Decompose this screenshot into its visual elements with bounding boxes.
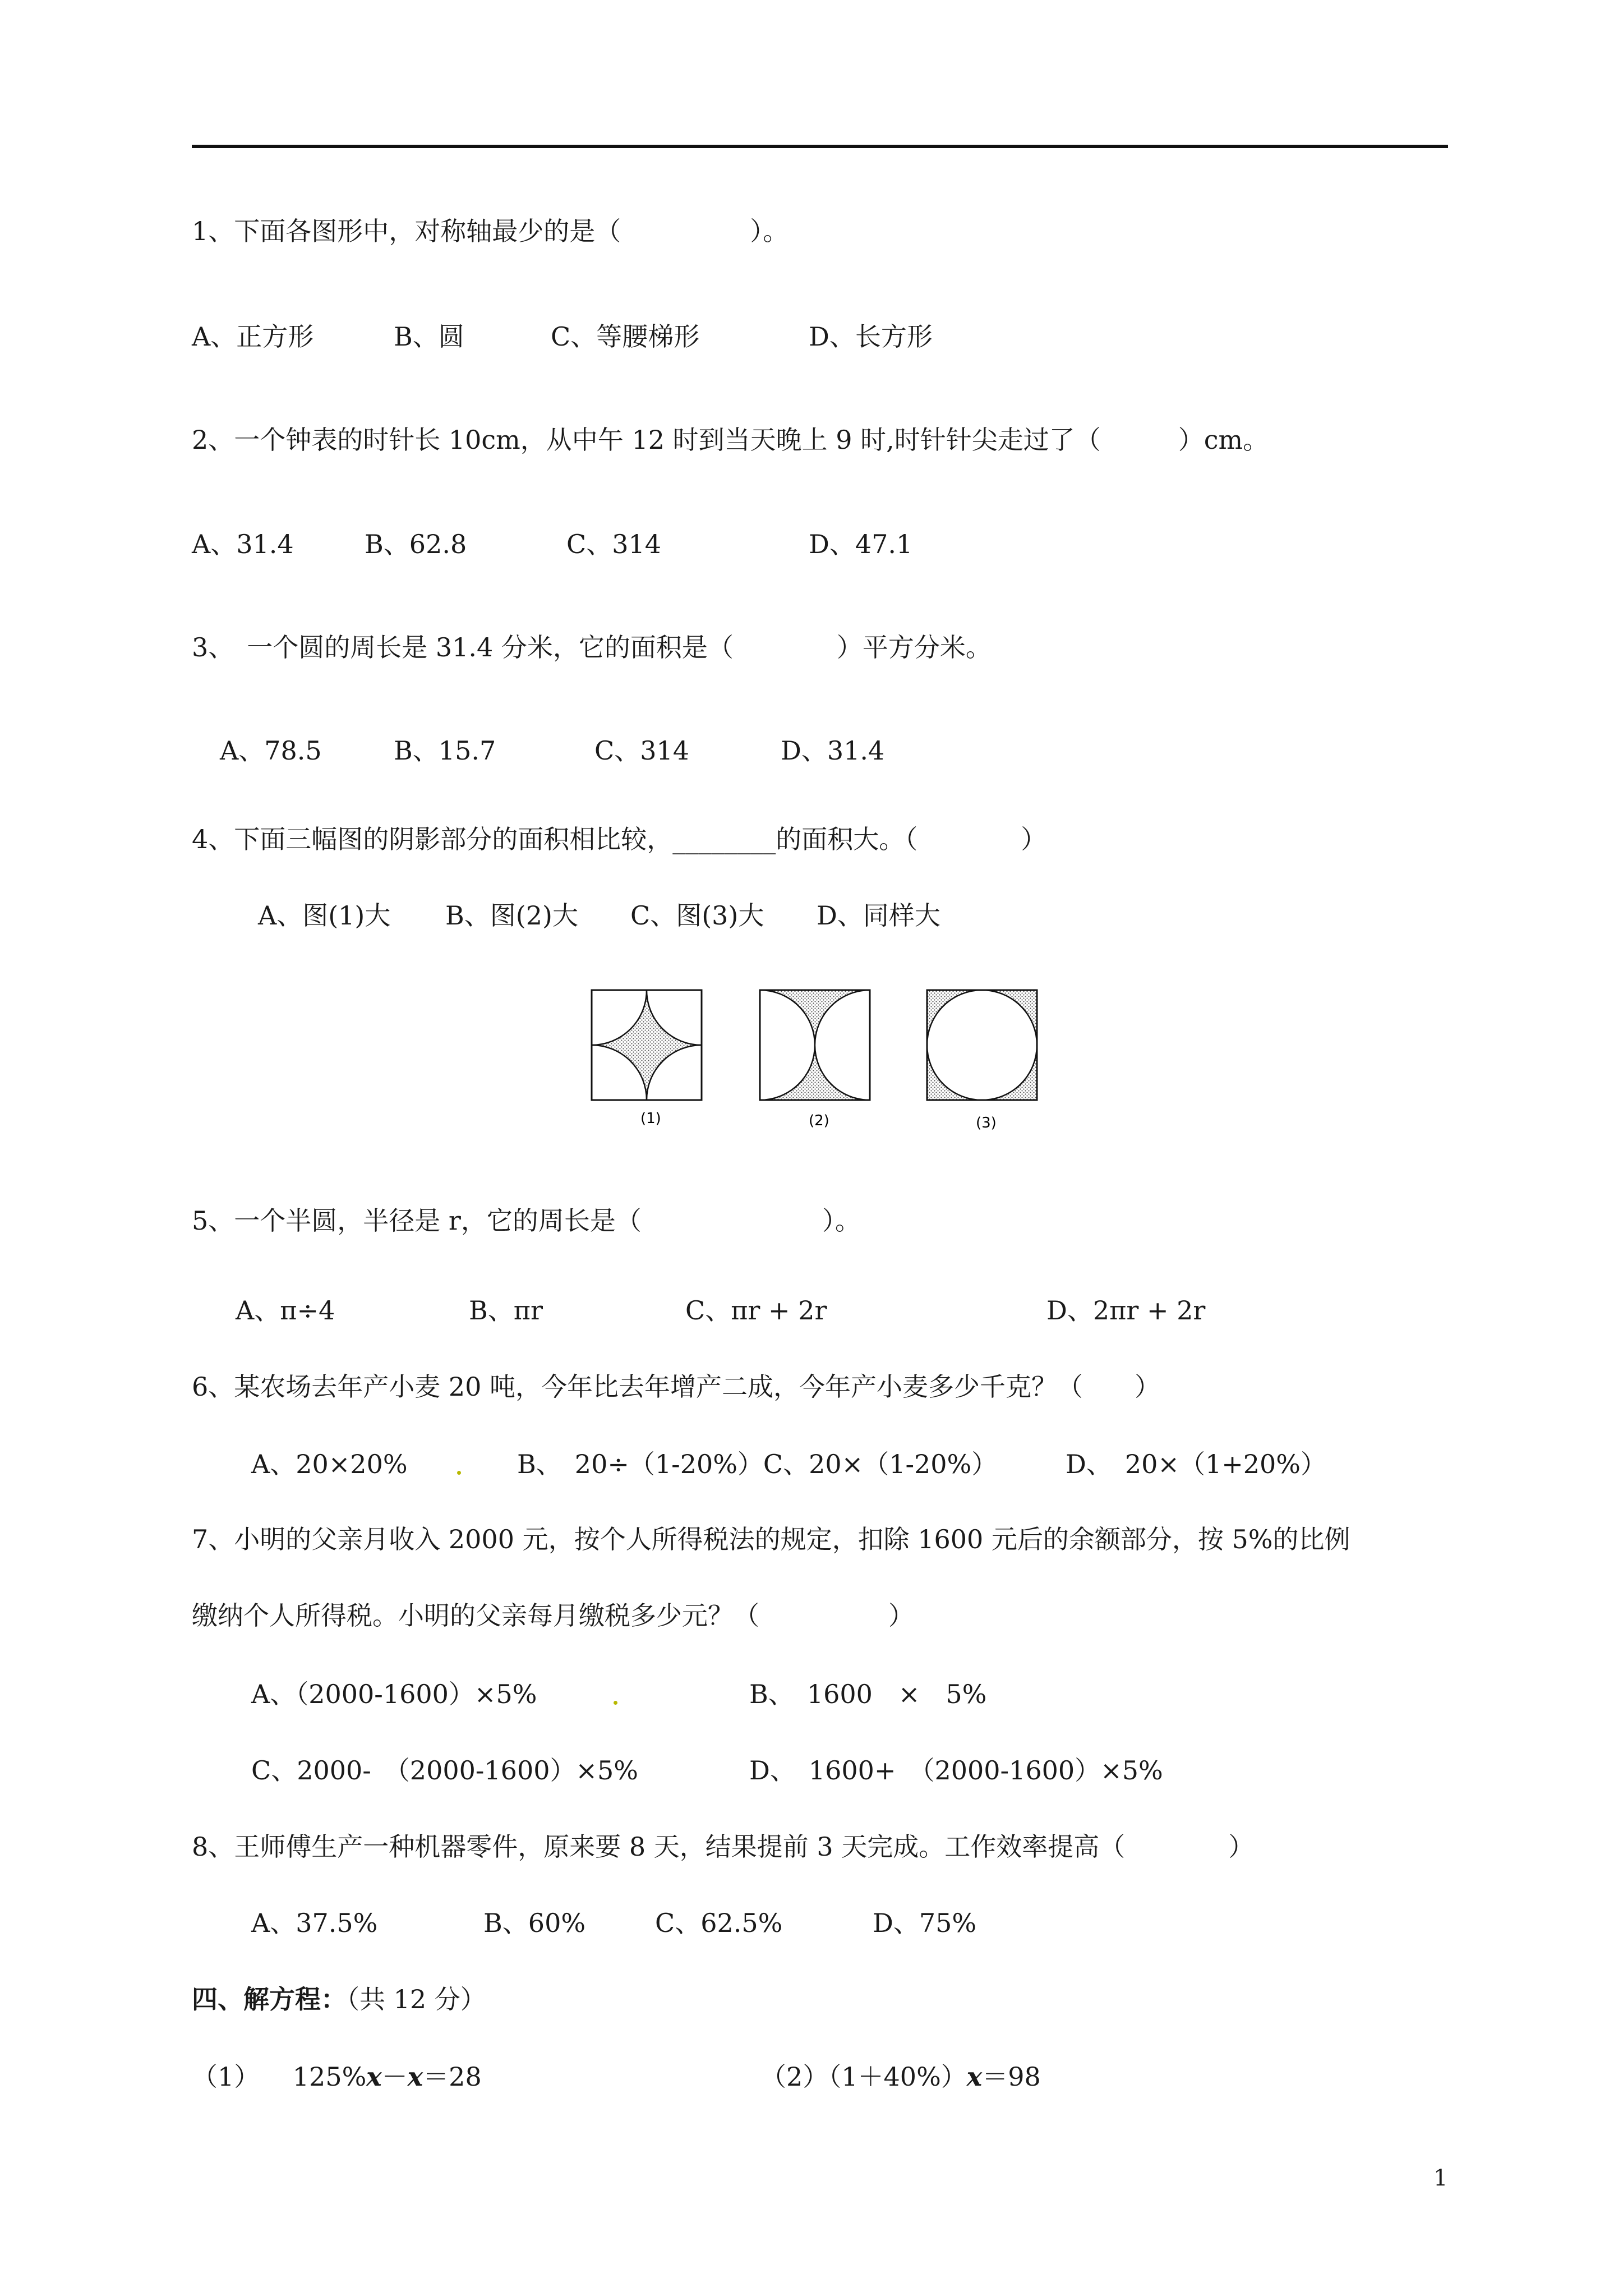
- q8-option-c: C、62.5%: [655, 1908, 783, 1938]
- q2-option-d: D、47.1: [809, 529, 913, 559]
- question-5: 5、一个半圆，半径是 r，它的周长是（ ）。: [192, 1205, 861, 1236]
- q7-option-b: B、 1600 × 5%: [749, 1679, 987, 1709]
- q7-option-d: D、 1600+ （2000-1600）×5%: [749, 1755, 1163, 1786]
- q1-option-b: B、圆: [394, 321, 464, 352]
- q8-option-d: D、75%: [873, 1908, 977, 1938]
- q3-option-a: A、78.5: [220, 735, 322, 766]
- equation-1-minus: －: [381, 2062, 408, 2092]
- equation-2-lhs: （2）（1＋40%）: [760, 2062, 967, 2092]
- figure-1-label: (1): [640, 1110, 661, 1127]
- q8-option-a: A、37.5%: [251, 1908, 378, 1938]
- equation-1-var-a: x: [366, 2062, 382, 2092]
- q7-option-c: C、2000- （2000-1600）×5%: [251, 1755, 638, 1786]
- q5-option-a: A、π÷4: [236, 1295, 335, 1326]
- question-7-line-2: 缴纳个人所得税。小明的父亲每月缴税多少元？（ ）: [192, 1600, 914, 1631]
- q4-option-d: D、同样大: [817, 900, 940, 931]
- equation-1-rhs: ＝28: [423, 2062, 482, 2092]
- question-4: 4、下面三幅图的阴影部分的面积相比较，________的面积大。（ ）: [192, 824, 1047, 854]
- q2-option-b: B、62.8: [365, 529, 467, 559]
- equation-1-number: （1）: [192, 2062, 260, 2092]
- header-rule: [192, 145, 1448, 148]
- q1-option-c: C、等腰梯形: [551, 321, 700, 352]
- equation-1-var-b: x: [407, 2062, 423, 2092]
- q3-option-b: B、15.7: [394, 735, 496, 766]
- figure-3-label: (3): [976, 1115, 997, 1131]
- figure-3: [927, 990, 1037, 1100]
- q4-option-c: C、图(3)大: [630, 900, 764, 931]
- stray-dot: [614, 1701, 617, 1705]
- q3-option-d: D、31.4: [781, 735, 885, 766]
- q4-option-a: A、图(1)大: [258, 900, 391, 931]
- q2-option-a: A、31.4: [192, 529, 294, 559]
- q6-option-a: A、20×20%: [251, 1449, 408, 1479]
- q5-option-c: C、πr + 2r: [685, 1295, 827, 1326]
- equation-2: [760, 2060, 1041, 2093]
- equation-1: [192, 2060, 482, 2093]
- q6-option-d: D、 20×（1+20%）: [1066, 1449, 1327, 1479]
- equation-2-rhs: ＝98: [982, 2062, 1041, 2092]
- question-7-line-1: 7、小明的父亲月收入 2000 元，按个人所得税法的规定，扣除 1600 元后的余额部分，按 5%的比例: [192, 1524, 1350, 1554]
- question-6: 6、某农场去年产小麦 20 吨，今年比去年增产二成，今年产小麦多少千克？（ ）: [192, 1372, 1161, 1402]
- q4-option-b: B、图(2)大: [445, 900, 578, 931]
- figure-2: [760, 990, 870, 1100]
- section-4-heading: [192, 1982, 486, 2016]
- q4-figures: [589, 987, 1071, 1133]
- figure-2-label: (2): [809, 1112, 829, 1129]
- q1-option-d: D、长方形: [809, 321, 933, 352]
- equation-2-var: x: [966, 2062, 983, 2092]
- q3-option-c: C、314: [594, 735, 689, 766]
- question-1: 1、下面各图形中，对称轴最少的是（ ）。: [192, 216, 789, 246]
- equation-1-lhs: 125%: [292, 2062, 367, 2092]
- question-3: 3、 一个圆的周长是 31.4 分米，它的面积是（ ）平方分米。: [192, 632, 992, 662]
- question-2: 2、一个钟表的时针长 10cm，从中午 12 时到当天晚上 9 时,时针针尖走过了（ ）cm。: [192, 425, 1269, 455]
- figure-1: [592, 990, 702, 1100]
- page-number: 1: [1433, 2165, 1448, 2191]
- section-4-score: （共 12 分）: [347, 1984, 486, 2014]
- question-8: 8、王师傅生产一种机器零件，原来要 8 天，结果提前 3 天完成。工作效率提高（ ）: [192, 1832, 1255, 1862]
- q2-option-c: C、314: [566, 529, 661, 559]
- q5-option-b: B、πr: [469, 1295, 543, 1326]
- q8-option-b: B、60%: [483, 1908, 586, 1938]
- q7-option-a: A、（2000-1600）×5%: [251, 1679, 537, 1709]
- q5-option-d: D、2πr + 2r: [1046, 1295, 1206, 1326]
- stray-dot: [457, 1471, 461, 1475]
- q1-option-a: A、正方形: [192, 321, 314, 352]
- q6-option-b-c: B、 20÷（1-20%）C、20×（1-20%）: [517, 1449, 998, 1479]
- section-4-title: 四、解方程：: [192, 1984, 347, 2014]
